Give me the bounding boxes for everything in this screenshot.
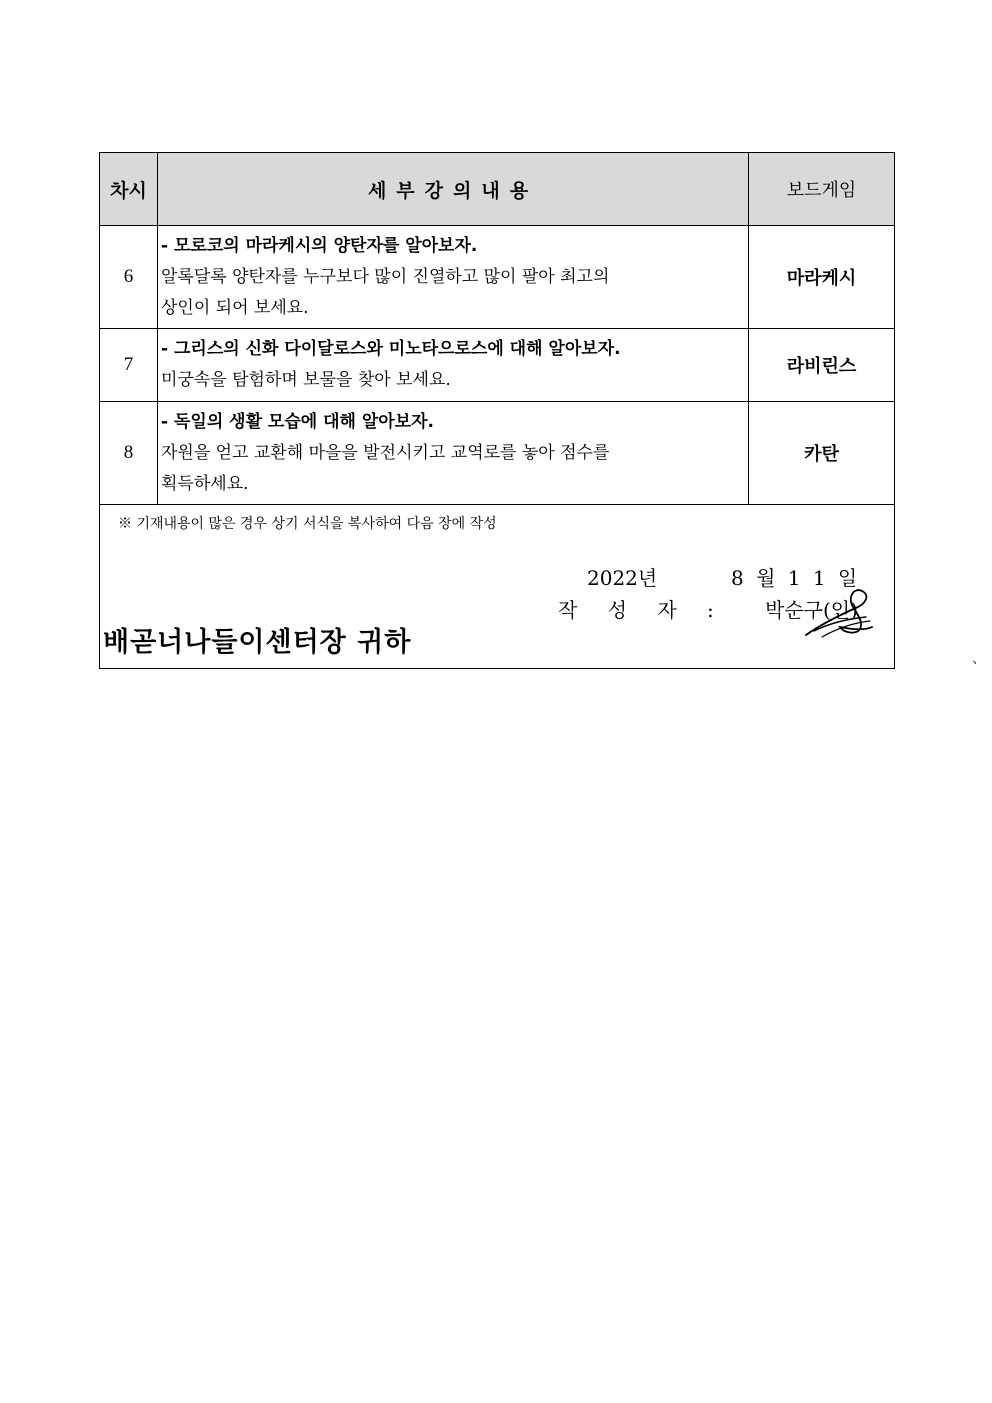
lecture-title: - 그리스의 신화 다이달로스와 미노타으로스에 대해 알아보자. [161, 339, 621, 359]
lecture-content [158, 329, 749, 402]
footer-row [100, 505, 895, 669]
lecture-desc-line: 알록달록 양탄자를 누구보다 많이 진열하고 많이 팔아 최고의 [161, 266, 610, 287]
author-name: 박순구(인) [765, 598, 858, 622]
lecture-title: - 모로코의 마라케시의 양탄자를 알아보자. [161, 235, 478, 256]
lecture-content [158, 226, 749, 329]
handwritten-signature [800, 577, 875, 642]
board-game-name: 라비린스 [749, 329, 895, 402]
recipient: 배곧너나들이센터장 귀하 [103, 627, 412, 658]
lecture-desc-line: 자원을 얻고 교환해 마을을 발전시키고 교역로를 놓아 점수를 [161, 442, 610, 463]
header-session: 차시 [100, 153, 158, 226]
session-number: 7 [100, 329, 158, 402]
table-header-row [100, 153, 895, 226]
author-label: 작 성 자 : [558, 598, 726, 622]
lecture-title: - 독일의 생활 모습에 대해 알아보자. [161, 411, 435, 432]
date-year: 2022년 [587, 566, 658, 590]
date-month-day: 8 월 1 1 일 [731, 566, 861, 590]
footer-cell [100, 505, 895, 669]
lecture-desc-line: 상인이 되어 보세요. [161, 297, 309, 318]
header-board-game: 보드게임 [749, 153, 895, 226]
session-number: 8 [100, 402, 158, 505]
table-row [100, 329, 895, 402]
lecture-content [158, 402, 749, 505]
header-content: 세부강의내용 [158, 153, 749, 226]
lecture-desc-line: 미궁속을 탐험하며 보물을 찾아 보세요. [161, 370, 451, 390]
board-game-name: 카탄 [749, 402, 895, 505]
session-number: 6 [100, 226, 158, 329]
table-row [100, 402, 895, 505]
lecture-desc-line: 획득하세요. [161, 473, 249, 494]
footer-note: ※ 기재내용이 많은 경우 상기 서식을 복사하여 다음 장에 작성 [118, 516, 497, 532]
board-game-name: 마라케시 [749, 226, 895, 329]
lecture-plan-table [99, 152, 895, 669]
stray-mark: 、 [972, 651, 986, 667]
table-row [100, 226, 895, 329]
